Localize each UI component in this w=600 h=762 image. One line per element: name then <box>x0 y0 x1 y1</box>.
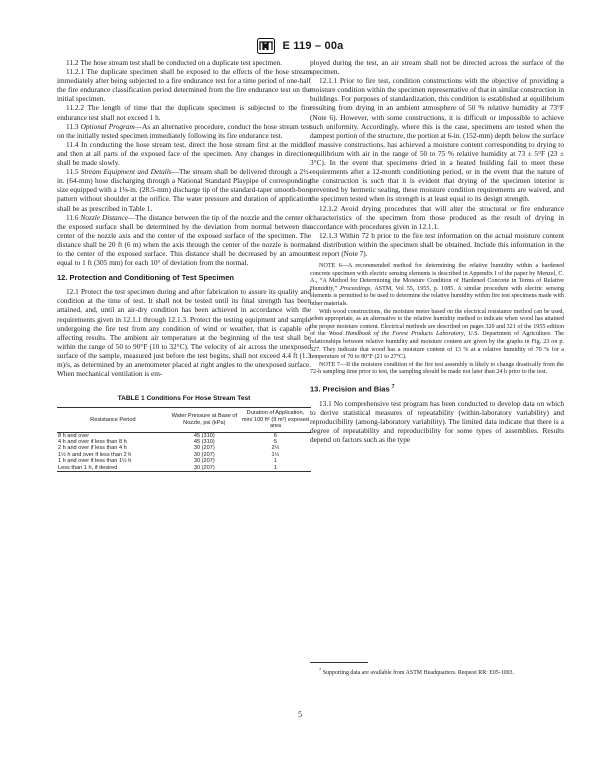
footnote-marker: 7 <box>391 383 395 390</box>
paragraph-title: Nozzle Distance <box>80 212 128 222</box>
paragraph-number: 11.3 <box>66 121 79 131</box>
book-title: Wood Handbook of the Forest Products Laboratory <box>328 331 464 338</box>
paragraph-11-4: 11.4 In conducting the hose stream test, direct the hose stream first at the middle and then at all parts of the exposed face of the specimen. Any changes in direction shall be made slowly. <box>57 139 311 168</box>
table-cell: 45 (310) <box>193 438 215 445</box>
paragraph-text: —The distance between the tip of the nozzle and the center of the exposed surface shall be determined by the deviation from normal between the center of the nozzle axis and the center of the exposed surface of the specimen. The distance shall be 20 ft (6 m) when the axis through the center of the nozzle is normal to the center of the exposed surface. This distance shall be decreased by an amount equal to 1 ft (305 mm) for each 10° of deviation from the normal. <box>57 212 311 268</box>
footnote-area <box>310 662 564 677</box>
table-cell: 30 (207) <box>169 465 240 472</box>
paragraph-12-1-1: 12.1.1 Prior to fire test, condition constructions with the objective of providing a moisture condition within the specimen representative of that in similar construction in buildings. For purposes of standardization, this condition is established at equilibrium resulting from drying in an ambient atmosphere of 50 % relative humidity at 73°F (Note 6). However, with some constructions, it is difficult or impossible to achieve such uniformity. Accordingly, where this is the case, specimens are tested when the dampest portion of the structure, the portion at 6-in. (152-mm) depth below the surface of massive constructions, has achieved a moisture content corresponding to drying to equilibrium with air in the range of 50 to 75 % relative humidity at 73 ± 5°F (23 ± 3°C). In the event that specimens dried in a heated building fail to meet these requirements after a 12-month conditioning period, or in the event that the nature of the construction is such that it is evident that drying of the specimen interior is prevented by hermetic sealing, these moisture condition requirements are waived, and the specimen tested when its strength is at least equal to its design strength. <box>310 76 564 204</box>
heading-text: 13. Precision and Bias <box>310 384 390 394</box>
hose-stream-table <box>57 407 311 472</box>
footnote-marker: 7 <box>319 667 322 672</box>
table-cell: 1 <box>273 458 277 465</box>
table-header: Duration of Application, min/ 100 ft² (9 m²) exposed area <box>240 408 311 432</box>
paragraph-11-3 <box>57 122 311 140</box>
table-cell: 2½ <box>271 445 280 452</box>
paragraph-12-1-3: 12.1.3 Within 72 h prior to the fire test information on the actual moisture content and distribution within the specimen shall be obtained. Include this information in the test report (Note 7). <box>310 230 564 258</box>
footnote-text: Supporting data are available from ASTM Headquarters. Request RR: E05-1003. <box>322 669 514 676</box>
paragraph-11-6 <box>57 213 311 268</box>
table-cell: 1½ <box>271 451 280 458</box>
table-cell: 5 <box>273 438 277 445</box>
table-cell: 4 h and over if less than 8 h <box>58 438 127 445</box>
note-text: With wood constructions, the moisture meter based on the electrical resistance method can be used, when appropriate, as an alternative to the relative humidity method to indicate when wood has attained the proper moisture content. Electrical methods are described on pages 320 and 321 of the 1955 edition of the <box>310 308 564 338</box>
table-row <box>57 465 311 472</box>
page-number: 5 <box>298 710 302 719</box>
paragraph-11-2: 11.2 The hose stream test shall be conducted on a duplicate test specimen. <box>66 58 283 67</box>
paragraph-title: Optional Program <box>80 121 135 131</box>
paragraph-11-2-2: 11.2.2 The length of time that the duplicate specimen is subjected to the fire endurance test shall not exceed 1 h. <box>57 103 311 122</box>
section-heading-12: 12. Protection and Conditioning of Test Specimen <box>57 273 234 283</box>
table-cell: 30 (207) <box>193 445 215 452</box>
table-cell: Less than 1 h, if desired <box>57 465 169 472</box>
footnote-divider <box>310 662 368 663</box>
table-row <box>57 432 311 439</box>
page-header <box>0 37 600 55</box>
table-cell: 45 (310) <box>193 432 215 439</box>
paragraph-12-1-2: 12.1.2 Avoid drying procedures that will alter the structural or fire endurance characteristics of the specimen from those produced as the result of drying in accordance with procedures given in 12.1.1. <box>310 203 564 231</box>
note-text: NOTE 6—A recommended method for determining the relative humidity within a hardened concrete specimen with electric sensing elements is described in Appendix I of the paper by Menzel, C. A., “A Method for Determining the Moisture Condition of Hardened Concrete in Terms of Relative Humidity,” <box>310 263 564 292</box>
paragraph-11-2-1: 11.2.1 The duplicate specimen shall be exposed to the effects of the hose stream immediately after being subjected to a fire endurance test for a time period of one-half the fire endurance classification period determined from the fire endurance test on the initial specimen. <box>57 67 311 104</box>
paragraph-text: —As an alternative procedure, conduct the hose stream test on the initially tested specimen immediately following its fire endurance test. <box>57 121 311 140</box>
paragraph-continued: ployed during the test, an air stream shall not be directed across the surface of the specimen. <box>310 58 564 77</box>
section-heading-13 <box>310 383 564 394</box>
note-7: NOTE 7—If the moisture condition of the fire test assembly is likely to change drastically from the 72-h sampling time prior to test, the sampling should be made not later than 24 h prior to the test. <box>310 361 564 376</box>
table-cell: 6 <box>273 432 277 439</box>
document-designation: E 119 – 00a <box>282 40 344 53</box>
left-column <box>57 58 311 472</box>
table-cell: 2 h and over if less than 4 h <box>58 445 127 452</box>
paragraph-12-1: 12.1 Protect the test specimen during and after fabrication to assure its quality and condition at the time of test. It shall not be tested until its final strength has been attained, and, until an air-dry condition has been achieved in accordance with the requirements given in 12.1.1 through 12.1.3. Protect the testing equipment and sample undergoing the fire test from any condition of wind or weather, that is capable of affecting results. The ambient air temperature at the beginning of the test shall be within the range of 50 to 90°F (10 to 32°C). The velocity of air across the unexposed surface of the sample, measured just before the test begins, shall not exceed 4.4 ft (1.3 m)/s, as determined by an anemometer placed at right angles to the unexposed surface. When mechanical ventilation is em- <box>57 287 311 379</box>
note-text: , U.S. Department of Agriculture. The relationships between relative humidity and moisture content are given by the graphs in Fig. 23 on p. 327. They indicate that wood has a moisture content of 13 % at a relative humidity of 70 % for a temperature of 70 to 80°F (21 to 27°C). <box>310 331 565 361</box>
table-cell: 1 h and over if less than 1½ h <box>58 458 132 465</box>
astm-logo-icon <box>257 38 275 54</box>
paragraph-11-5 <box>57 167 311 212</box>
footnote <box>310 666 564 677</box>
journal-title: Proceedings <box>340 285 371 292</box>
right-column <box>310 58 564 444</box>
paragraph-text: —The stream shall be delivered through a 2½-in. (64-mm) hose discharging through a National Standard Playpipe of corresponding size equipped with a 1⅛-in. (28.5-mm) discharge tip of the standard-taper smooth-bore pattern without shoulder at the orifice. The water pressure and duration of application shall be as prescribed in Table 1. <box>57 167 311 213</box>
table-header: Water Pressure at Base of Nozzle, psi (kPa) <box>169 408 240 432</box>
table-cell: 30 (207) <box>193 451 215 458</box>
note-6-continued <box>310 309 564 362</box>
table-cell: 30 (207) <box>193 458 215 465</box>
table-header: Resistance Period <box>57 408 169 432</box>
note-6 <box>310 263 564 309</box>
paragraph-13-1: 13.1 No comprehensive test program has been conducted to develop data on which to derive statistical measures of repeatability (within-laboratory variability) and reproducibility (among-laboratory variability). The limited data indicate that there is a degree of repeatability and reproducibility for some types of assemblies. Results depend on factors such as the type <box>310 398 564 444</box>
table-title: TABLE 1 Conditions For Hose Stream Test <box>117 395 251 403</box>
table-cell: 1 <box>240 465 311 472</box>
table-cell: 8 h and over <box>58 432 90 439</box>
paragraph-number: 11.6 <box>66 212 79 222</box>
paragraph-title: Stream Equipment and Details <box>80 167 172 177</box>
table-cell: 1½ h and over if less than 2 h <box>58 451 132 458</box>
note-text: , ASTM, Vol 55, 1955, p. 1085. A similar procedure with electric sensing elements is permitted to be used to determine the relative humidity within fire test specimens made with other materials. <box>310 285 564 308</box>
paragraph-number: 11.5 <box>66 167 79 177</box>
